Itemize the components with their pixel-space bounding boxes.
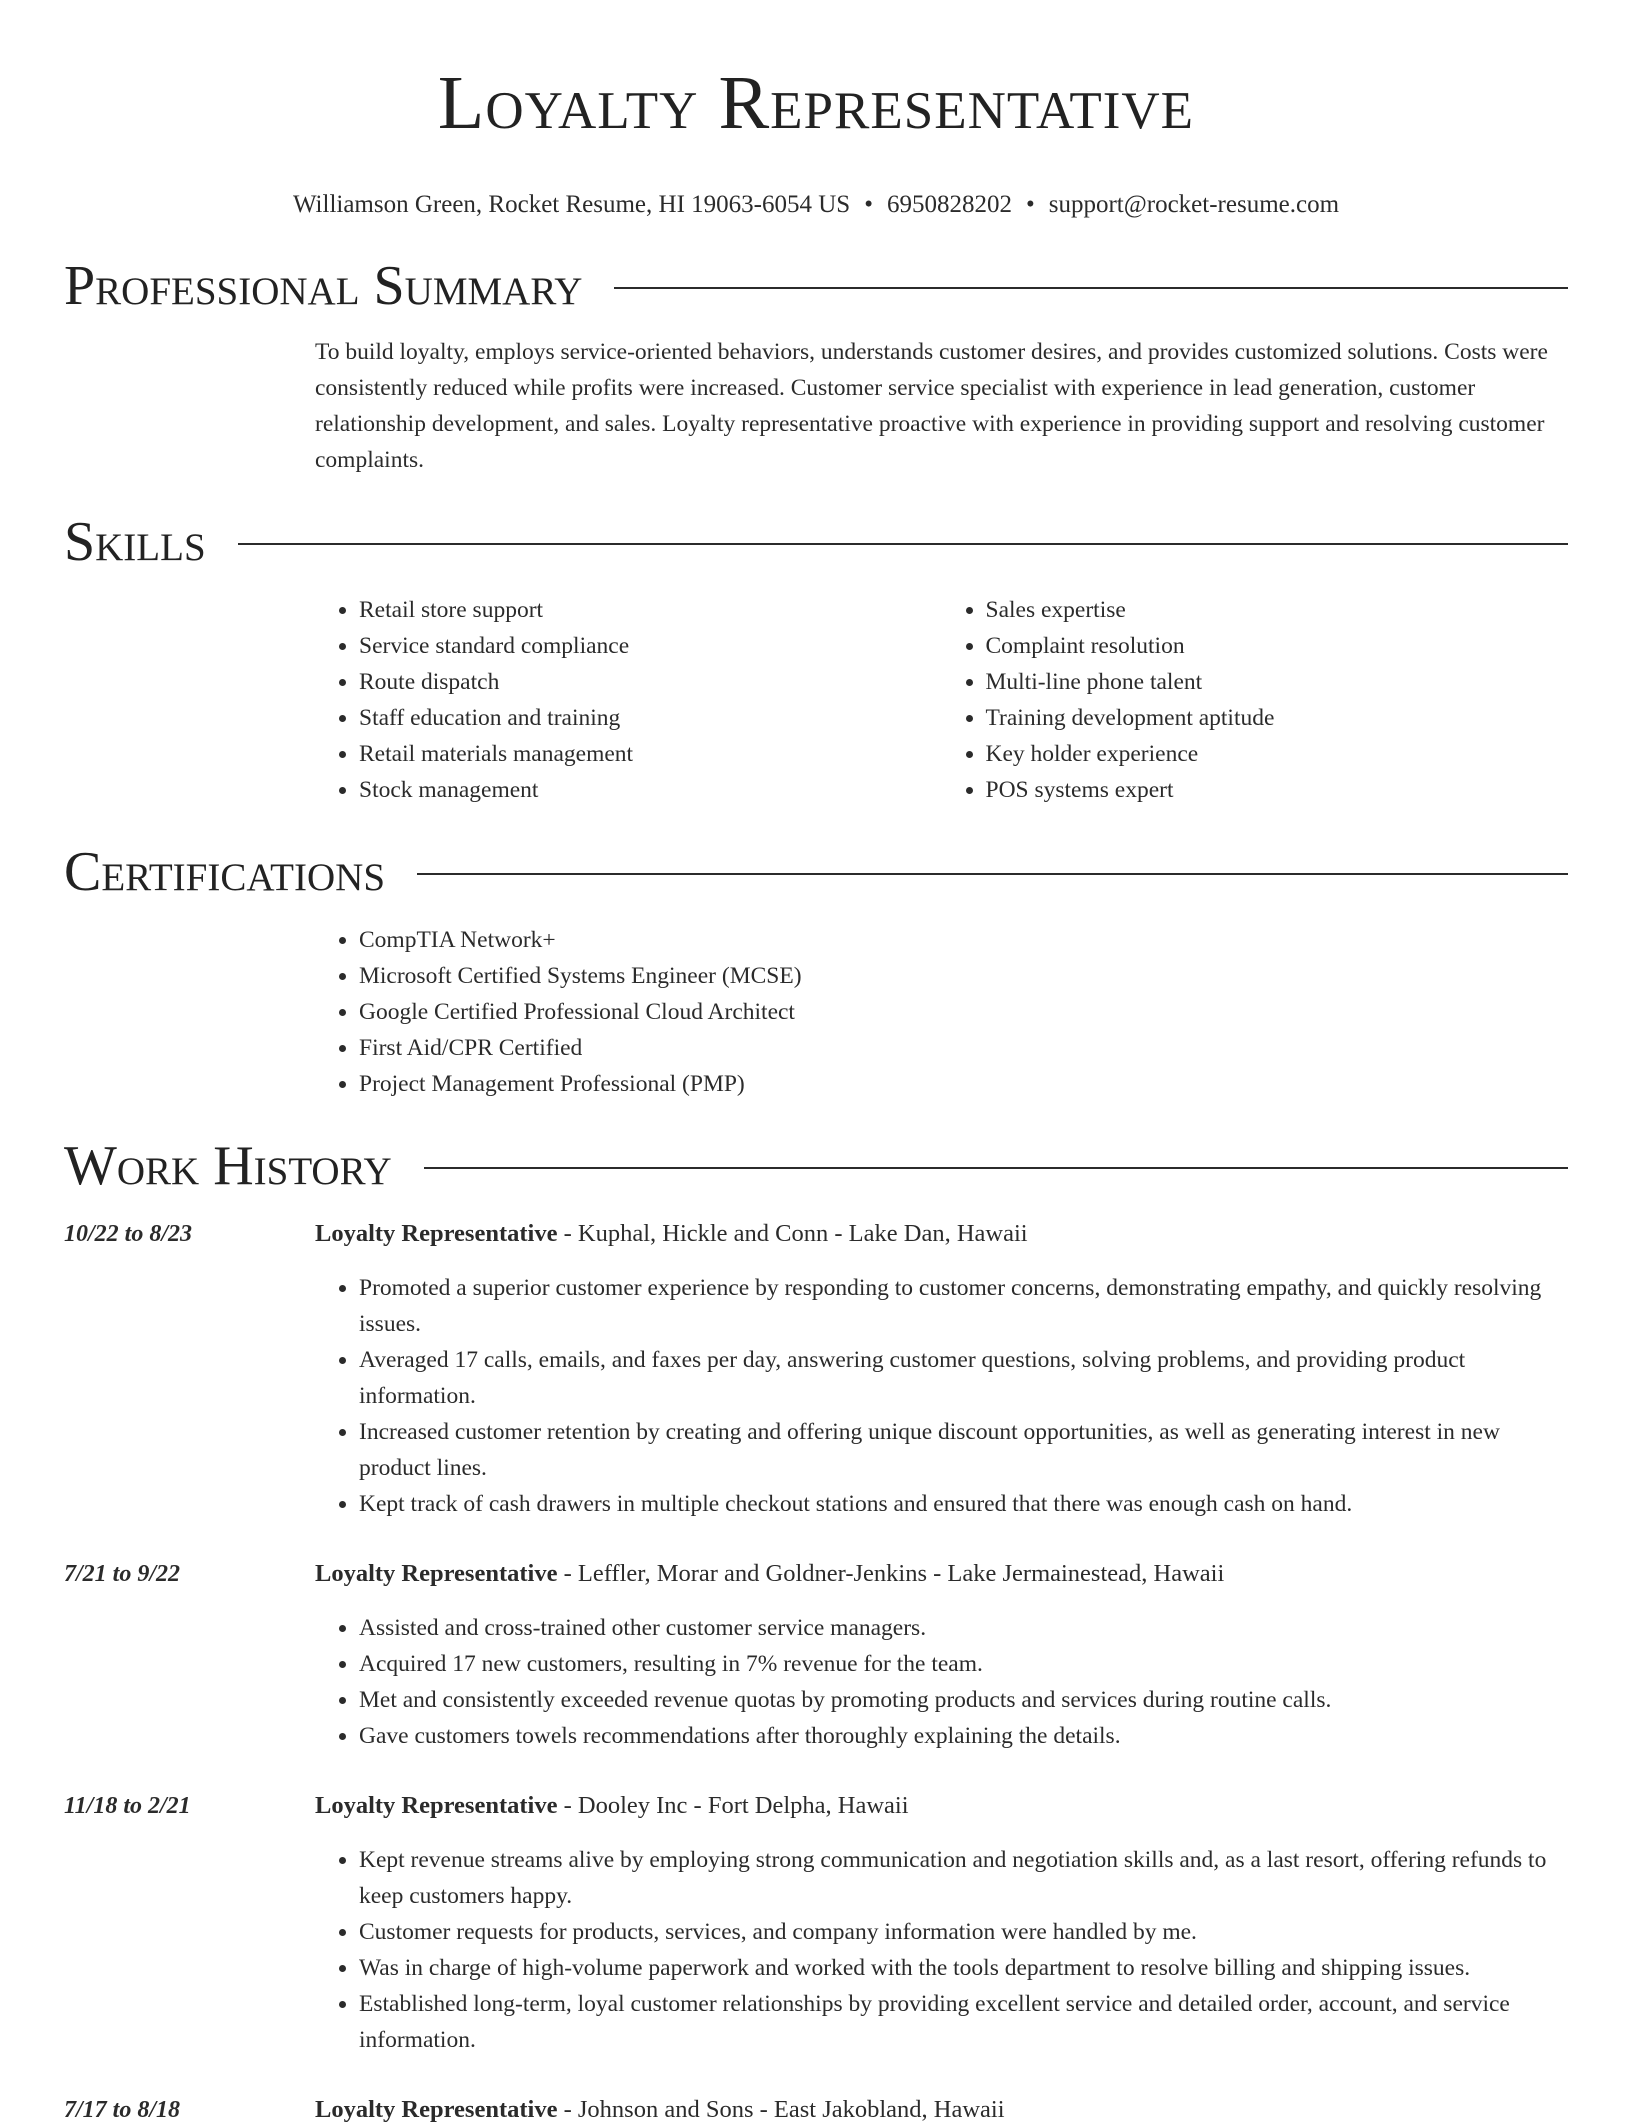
job-duty-item: • Averaged 17 calls, emails, and faxes per day, answering customer questions, solving problems, and providing product information. bbox=[359, 1342, 1568, 1414]
resume-page bbox=[64, 0, 1568, 2128]
job-duty-item: • Was in charge of high-volume paperwork and worked with the tools department to resolve billing and shipping issues. bbox=[359, 1950, 1568, 1986]
skill-item: • Route dispatch bbox=[359, 664, 942, 700]
certifications-list bbox=[315, 922, 1568, 1102]
section-divider bbox=[238, 543, 1568, 545]
skill-item: • Sales expertise bbox=[986, 592, 1569, 628]
job-details bbox=[315, 1556, 1568, 1754]
job-heading bbox=[315, 1788, 1568, 1824]
job-title: Loyalty Representative bbox=[315, 1560, 558, 1587]
resume-title: Loyalty Representative bbox=[437, 61, 1195, 145]
job-entry bbox=[64, 2092, 1568, 2128]
contact-line bbox=[64, 190, 1568, 220]
section-divider bbox=[417, 873, 1568, 875]
job-details bbox=[315, 1788, 1568, 2058]
job-details bbox=[315, 2092, 1568, 2128]
section-title-certifications: Certifications bbox=[64, 841, 386, 903]
skills-column-left bbox=[315, 592, 942, 808]
job-dates: 7/17 to 8/18 bbox=[64, 2097, 181, 2123]
section-divider bbox=[614, 287, 1568, 289]
skill-item: • Stock management bbox=[359, 772, 942, 808]
summary-text: To build loyalty, employs service-oriented behaviors, understands customer desires, and provides customized solutions. Costs were consistently reduced while profits were increased. Customer service specialist with experience in lead generation, customer relationship development, and sales. Loyalty representative proactive with experience in providing support and resolving customer complaints. bbox=[315, 339, 1548, 473]
section-title-work-history: Work History bbox=[64, 1135, 392, 1197]
certification-item: • CompTIA Network+ bbox=[359, 922, 1568, 958]
job-duties bbox=[315, 1610, 1568, 1754]
skill-item: • Complaint resolution bbox=[986, 628, 1569, 664]
job-entry bbox=[64, 1788, 1568, 2058]
certification-item: • Google Certified Professional Cloud Architect bbox=[359, 994, 1568, 1030]
job-entry bbox=[64, 1556, 1568, 1754]
section-header-skills bbox=[64, 510, 1568, 574]
job-duty-item: • Met and consistently exceeded revenue quotas by promoting products and services during routine calls. bbox=[359, 1682, 1568, 1718]
contact-separator: • bbox=[864, 191, 873, 218]
job-heading bbox=[315, 1556, 1568, 1592]
job-employer: - Leffler, Morar and Goldner-Jenkins - Lake Jermainestead, Hawaii bbox=[557, 1560, 1225, 1587]
job-duty-item: • Assisted and cross-trained other customer service managers. bbox=[359, 1610, 1568, 1646]
skill-item: • Retail store support bbox=[359, 592, 942, 628]
contact-separator: • bbox=[1025, 191, 1035, 218]
certification-item: • Project Management Professional (PMP) bbox=[359, 1066, 1568, 1102]
contact-phone: 6950828202 bbox=[886, 191, 1012, 218]
section-header-work-history bbox=[64, 1134, 1568, 1198]
job-dates: 7/21 to 9/22 bbox=[64, 1561, 181, 1587]
summary-block bbox=[315, 334, 1568, 478]
skills-list bbox=[315, 592, 1568, 808]
job-duty-item: • Customer requests for products, services, and company information were handled by me. bbox=[359, 1914, 1568, 1950]
skill-item: • Retail materials management bbox=[359, 736, 942, 772]
job-duty-item: • Kept revenue streams alive by employing strong communication and negotiation skills and, as a last resort, offering refunds to keep customers happy. bbox=[359, 1842, 1568, 1914]
job-duty-item: • Acquired 17 new customers, resulting in 7% revenue for the team. bbox=[359, 1646, 1568, 1682]
skill-item: • POS systems expert bbox=[986, 772, 1569, 808]
section-title-skills: Skills bbox=[64, 511, 206, 573]
job-dates: 10/22 to 8/23 bbox=[64, 1221, 193, 1247]
certification-item: • Microsoft Certified Systems Engineer (MCSE) bbox=[359, 958, 1568, 994]
section-divider bbox=[424, 1167, 1568, 1169]
job-entry bbox=[64, 1216, 1568, 1522]
skill-item: • Service standard compliance bbox=[359, 628, 942, 664]
job-heading bbox=[315, 2092, 1568, 2128]
job-duty-item: • Increased customer retention by creating and offering unique discount opportunities, as well as generating interest in new product lines. bbox=[359, 1414, 1568, 1486]
job-duties bbox=[315, 1842, 1568, 2058]
job-duty-item: • Established long-term, loyal customer relationships by providing excellent service and detailed order, account, and service information. bbox=[359, 1986, 1568, 2058]
section-title-summary: Professional Summary bbox=[64, 255, 583, 317]
skill-item: • Staff education and training bbox=[359, 700, 942, 736]
skills-column-right bbox=[942, 592, 1569, 808]
job-details bbox=[315, 1216, 1568, 1522]
job-title: Loyalty Representative bbox=[315, 1220, 558, 1247]
job-duty-item: • Kept track of cash drawers in multiple checkout stations and ensured that there was enough cash on hand. bbox=[359, 1486, 1568, 1522]
job-heading bbox=[315, 1216, 1568, 1252]
job-duties bbox=[315, 1270, 1568, 1522]
skill-item: • Training development aptitude bbox=[986, 700, 1569, 736]
job-duty-item: • Promoted a superior customer experience by responding to customer concerns, demonstrating empathy, and quickly resolving issues. bbox=[359, 1270, 1568, 1342]
skill-item: • Key holder experience bbox=[986, 736, 1569, 772]
job-employer: - Dooley Inc - Fort Delpha, Hawaii bbox=[557, 1792, 909, 1819]
job-dates: 11/18 to 2/21 bbox=[64, 1793, 191, 1819]
skill-item: • Multi-line phone talent bbox=[986, 664, 1569, 700]
section-header-certifications bbox=[64, 840, 1568, 904]
certifications-block bbox=[315, 922, 1568, 1102]
job-employer: - Kuphal, Hickle and Conn - Lake Dan, Hawaii bbox=[557, 1220, 1028, 1247]
job-employer: - Johnson and Sons - East Jakobland, Hawaii bbox=[557, 2096, 1005, 2123]
contact-address: Williamson Green, Rocket Resume, HI 19063-6054 US bbox=[292, 191, 851, 218]
job-duty-item: • Gave customers towels recommendations after thoroughly explaining the details. bbox=[359, 1718, 1568, 1754]
section-header-summary bbox=[64, 254, 1568, 318]
job-title: Loyalty Representative bbox=[315, 1792, 558, 1819]
job-title: Loyalty Representative bbox=[315, 2096, 558, 2123]
contact-email: support@rocket-resume.com bbox=[1048, 191, 1340, 218]
certification-item: • First Aid/CPR Certified bbox=[359, 1030, 1568, 1066]
